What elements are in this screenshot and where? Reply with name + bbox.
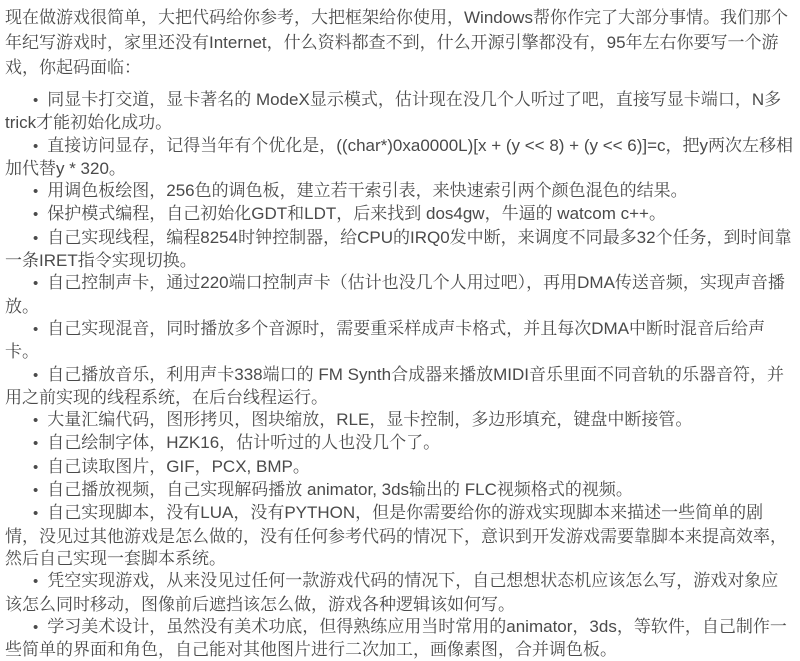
list-item-text: 保护模式编程，自己初始化GDT和LDT，后来找到 dos4gw，牛逼的 watcom c++。 [47,204,666,224]
list-item-text: 自己控制声卡，通过220端口控制声卡（估计也没几个人用过吧），再用DMA传送音频，实现声音播放。 [5,273,785,316]
list-item-text: 大量汇编代码，图形拷贝，图块缩放，RLE，显卡控制，多边形填充，键盘中断接管。 [47,410,693,430]
bullet-icon: • [33,435,39,453]
bullet-icon: • [33,412,39,430]
bullet-icon: • [33,92,39,109]
bullet-icon: • [33,137,39,155]
list-item [5,570,794,616]
intro-paragraph: 现在做游戏很简单，大把代码给你参考，大把框架给你使用，Windows帮你作完了大部分事情。我们那个年纪写游戏时，家里还没有Internet，什么资料都查不到，什么开源引擎都没有，95年左右你要写一个游戏，你起码面临： [5,8,788,77]
list-item [5,227,794,273]
bullet-icon: • [33,573,39,591]
list-item [5,135,794,181]
list-item [5,203,794,226]
list-item-text: 自己实现混音，同时播放多个音源时，需要重采样成声卡格式，并且每次DMA中断时混音后给声卡。 [5,318,766,362]
list-item-text: 自己播放视频，自己实现解码播放 animator, 3ds输出的 FLC视频格式的视频。 [47,480,633,500]
list-item [5,409,794,432]
list-item [5,432,794,455]
list-item [5,502,794,570]
list-item-text: 直接访问显存，记得当年有个优化是，((char*)0xa0000L)[x + (y << 8) + (y << 6)]=c，把y两次左移相加代替y * 320。 [5,135,794,178]
list-item [5,479,794,502]
list-item-text: 自己实现线程，编程8254时钟控制器，给CPU的IRQ0发中断，来调度不同最多32个任务，到时间靠一条IRET指令实现切换。 [5,227,792,271]
list-item-text: 同显卡打交道，显卡著名的 ModeX显示模式，估计现在没几个人听过了吧，直接写显卡端口，N多trick才能初始化成功。 [5,90,782,133]
bullet-icon: • [33,482,39,500]
list-item-text: 自己绘制字体，HZK16，估计听过的人也没几个了。 [47,433,441,453]
bullet-icon: • [33,618,39,636]
list-item [5,318,794,364]
list-item [5,456,794,479]
list-item-text: 自己实现脚本，没有LUA，没有PYTHON，但是你需要给你的游戏实现脚本来描述一些简单的剧情，没见过其他游戏是怎么做的，没有任何参考代码的情况下，意识到开发游戏需要靠脚本来提高效率，然后自己实现一套脚本系统。 [5,503,787,568]
bullet-icon: • [33,275,39,293]
list-item [5,272,794,318]
list-item-text: 自己播放音乐，利用声卡338端口的 FM Synth合成器来播放MIDI音乐里面不同音轨的乐器音符，并用之前实现的线程系统，在后台线程运行。 [5,364,784,407]
bullet-icon: • [33,320,39,338]
bullet-icon: • [33,229,39,247]
bullet-icon: • [33,366,39,384]
list-item [5,180,794,203]
list-item [5,89,794,135]
list-item [5,364,794,410]
bullet-icon: • [33,505,39,523]
list-item-text: 学习美术设计，虽然没有美术功底，但得熟练应用当时常用的animator，3ds，等软件，自己制作一些简单的界面和角色，自己能对其他图片进行二次加工，画像素图，合并调色板。 [5,616,787,660]
list-item-text: 凭空实现游戏，从来没见过任何一款游戏代码的情况下，自己想想状态机应该怎么写，游戏对象应该怎么同时移动，图像前后遮挡该怎么做，游戏各种逻辑该如何写。 [5,571,779,614]
bullet-icon: • [33,206,39,224]
list-item-text: 自己读取图片，GIF，PCX, BMP。 [47,456,310,476]
bullet-list [5,89,794,661]
list-item [5,616,794,661]
bullet-icon: • [33,458,39,476]
list-item-text: 用调色板绘图，256色的调色板，建立若干索引表，来快速索引两个颜色混色的结果。 [47,181,688,201]
bullet-icon: • [33,183,39,201]
